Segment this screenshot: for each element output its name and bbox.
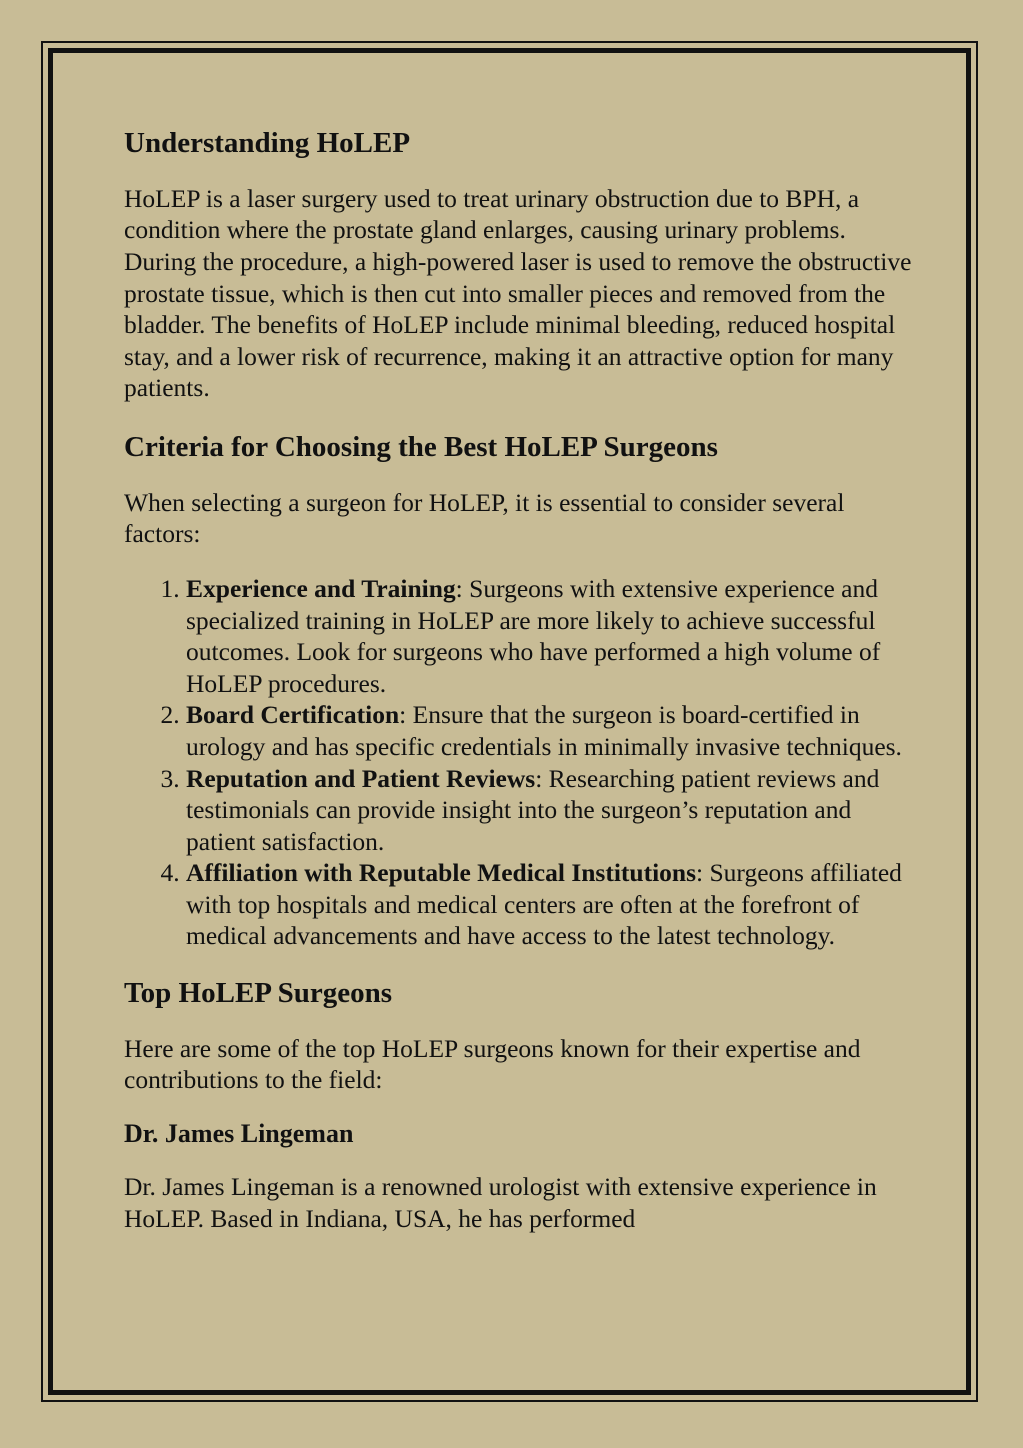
paragraph-dr-james-lingeman: Dr. James Lingeman is a renowned urologist with extensive experience in HoLEP. Based in Indiana, USA, he has performed: [124, 1172, 877, 1233]
heading-criteria: Criteria for Choosing the Best HoLEP Surgeons: [124, 430, 718, 463]
criteria-item-text: : Surgeons affiliated with top hospitals and medical centers are often at the forefront of medical advancements and have access to the latest technology.: [186, 858, 902, 951]
heading-top-surgeons: Top HoLEP Surgeons: [124, 977, 393, 1010]
heading-dr-james-lingeman: Dr. James Lingeman: [124, 1119, 354, 1149]
paragraph-criteria-intro: When selecting a surgeon for HoLEP, it is essential to consider several factors:: [124, 487, 845, 549]
list-item: [186, 763, 914, 858]
criteria-item-text: : Surgeons with extensive experience and specialized training in HoLEP are more likely to achieve successful outcomes. Look for surgeons who have performed a high volume of HoLEP procedures.: [186, 573, 881, 698]
list-item: [186, 699, 914, 762]
document-content: [124, 118, 914, 1234]
criteria-item-title: Board Certification: [186, 700, 400, 730]
criteria-item-text: : Researching patient reviews and testimonials can provide insight into the surgeon’s reputation and patient satisfaction.: [186, 763, 880, 856]
criteria-item-title: Experience and Training: [186, 573, 456, 603]
list-item: [186, 857, 914, 952]
paragraph-top-surgeons-intro: Here are some of the top HoLEP surgeons known for their expertise and contributions to the field:: [124, 1033, 861, 1095]
list-item: [186, 573, 914, 699]
criteria-item-text: : Ensure that the surgeon is board-certified in urology and has specific credentials in minimally invasive techniques.: [186, 700, 902, 761]
heading-understanding-holep: Understanding HoLEP: [124, 127, 411, 159]
criteria-list: [124, 573, 914, 952]
criteria-item-title: Affiliation with Reputable Medical Institutions: [186, 858, 697, 888]
criteria-item-title: Reputation and Patient Reviews: [186, 763, 536, 793]
paragraph-understanding-holep: HoLEP is a laser surgery used to treat urinary obstruction due to BPH, a condition where the prostate gland enlarges, causing urinary problems. During the procedure, a high-powered laser is used to remove the obstructive prostate tissue, which is then cut into smaller pieces and removed from the bladder. The benefits of HoLEP include minimal bleeding, reduced hospital stay, and a lower risk of recurrence, making it an attractive option for many patients.: [124, 183, 912, 403]
